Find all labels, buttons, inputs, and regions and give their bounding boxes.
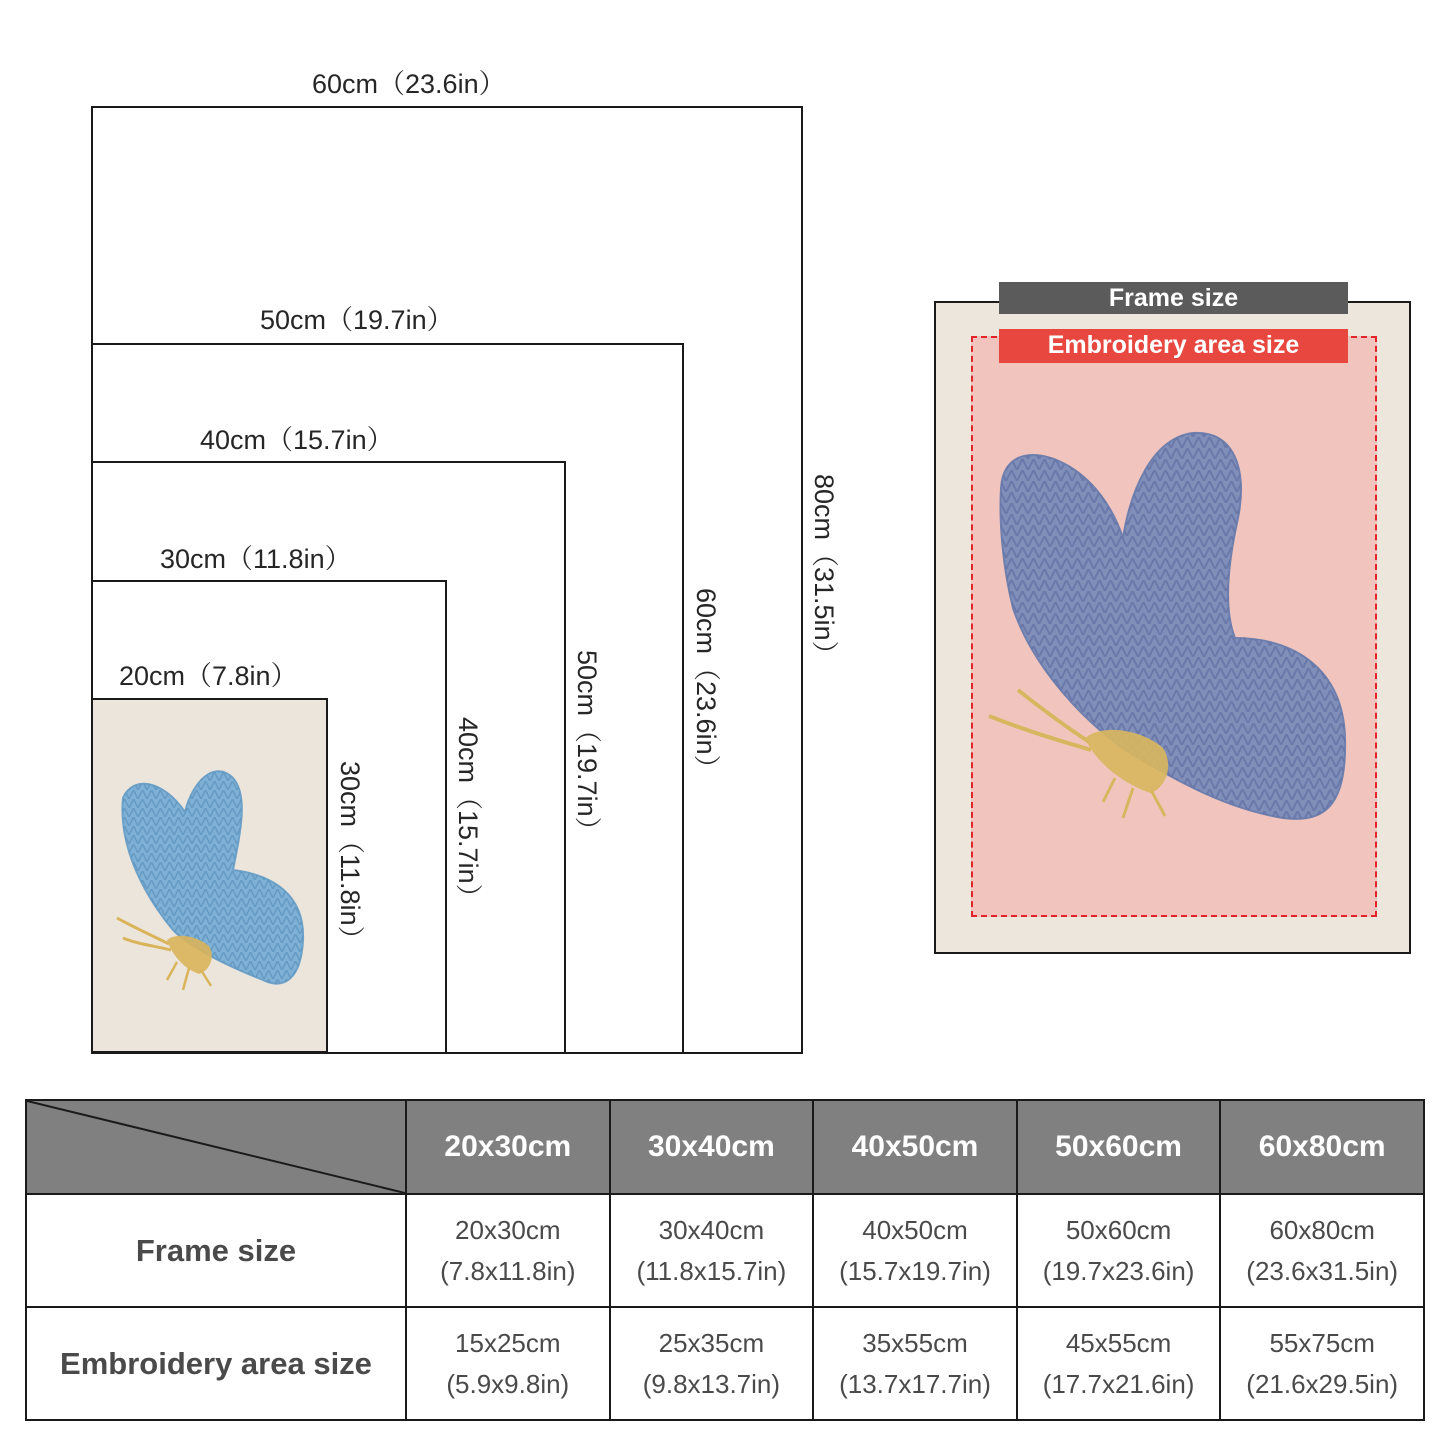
embroidery-area-outline	[971, 336, 1377, 917]
cell-in: (21.6x29.5in)	[1246, 1368, 1399, 1399]
table-cell	[406, 1194, 610, 1307]
frame-50-width-label: 50cm（19.7in）	[260, 305, 454, 335]
frame-20-width-label: 20cm（7.8in）	[119, 661, 298, 691]
cell-cm: 15x25cm	[455, 1327, 561, 1358]
cell-cm: 30x40cm	[658, 1214, 765, 1245]
cell-cm: 45x55cm	[1065, 1327, 1172, 1358]
table-cell	[813, 1194, 1017, 1307]
framed-artwork-example	[934, 301, 1411, 954]
cell-in: (19.7x23.6in)	[1042, 1255, 1195, 1286]
table-cell	[610, 1307, 814, 1420]
column-header: 50x60cm	[1017, 1100, 1221, 1194]
frame-50-height-label: 50cm（19.7in）	[572, 650, 602, 844]
table-header-row	[26, 1100, 1424, 1194]
column-header: 30x40cm	[610, 1100, 814, 1194]
table-cell	[813, 1307, 1017, 1420]
column-header: 20x30cm	[406, 1100, 610, 1194]
cell-in: (15.7x19.7in)	[839, 1255, 991, 1286]
cell-cm: 35x55cm	[862, 1327, 968, 1358]
cell-in: (13.7x17.7in)	[839, 1368, 991, 1399]
row-label-embroidery-area-size: Embroidery area size	[26, 1307, 406, 1420]
frame-80-height-label: 80cm（31.5in）	[809, 474, 839, 668]
table-cell	[1220, 1194, 1424, 1307]
table-row-embroidery-area-size	[26, 1307, 1424, 1420]
cell-cm: 55x75cm	[1269, 1327, 1375, 1358]
cell-in: (7.8x11.8in)	[440, 1255, 576, 1286]
frame-40-height-label: 40cm（15.7in）	[453, 717, 483, 911]
row-label-frame-size: Frame size	[26, 1194, 406, 1307]
table-corner-cell	[26, 1100, 406, 1194]
cell-cm: 40x50cm	[862, 1214, 968, 1245]
embroidery-area-size-legend: Embroidery area size	[999, 329, 1348, 363]
cell-in: (23.6x31.5in)	[1246, 1255, 1399, 1286]
table-row-frame-size	[26, 1194, 1424, 1307]
cell-in: (5.9x9.8in)	[446, 1368, 570, 1399]
table-cell	[1017, 1194, 1221, 1307]
cell-cm: 20x30cm	[455, 1214, 561, 1245]
frame-30-height-label: 30cm（11.8in）	[335, 761, 365, 953]
column-header: 60x80cm	[1220, 1100, 1424, 1194]
cell-cm: 60x80cm	[1269, 1214, 1375, 1245]
diagonal-divider	[27, 1101, 405, 1193]
large-butterfly-illustration	[973, 338, 1377, 917]
cell-cm: 50x60cm	[1065, 1214, 1172, 1245]
table-cell	[406, 1307, 610, 1420]
small-butterfly-illustration	[93, 700, 328, 1053]
frame-20x30-artwork	[91, 698, 328, 1053]
table-cell	[1017, 1307, 1221, 1420]
table-cell	[610, 1194, 814, 1307]
column-header: 40x50cm	[813, 1100, 1017, 1194]
cell-in: (9.8x13.7in)	[642, 1368, 781, 1399]
frame-size-legend: Frame size	[999, 282, 1348, 314]
cell-in: (11.8x15.7in)	[636, 1255, 787, 1286]
frame-40-width-label: 40cm（15.7in）	[200, 425, 394, 455]
frame-60-height-label: 60cm（23.6in）	[691, 588, 721, 782]
cell-cm: 25x35cm	[658, 1327, 765, 1358]
table-cell	[1220, 1307, 1424, 1420]
small-butterfly-antenna	[117, 918, 171, 950]
frame-60-width-label: 60cm（23.6in）	[312, 69, 506, 99]
size-comparison-table	[25, 1099, 1425, 1421]
cell-in: (17.7x21.6in)	[1042, 1368, 1195, 1399]
frame-30-width-label: 30cm（11.8in）	[160, 544, 352, 574]
